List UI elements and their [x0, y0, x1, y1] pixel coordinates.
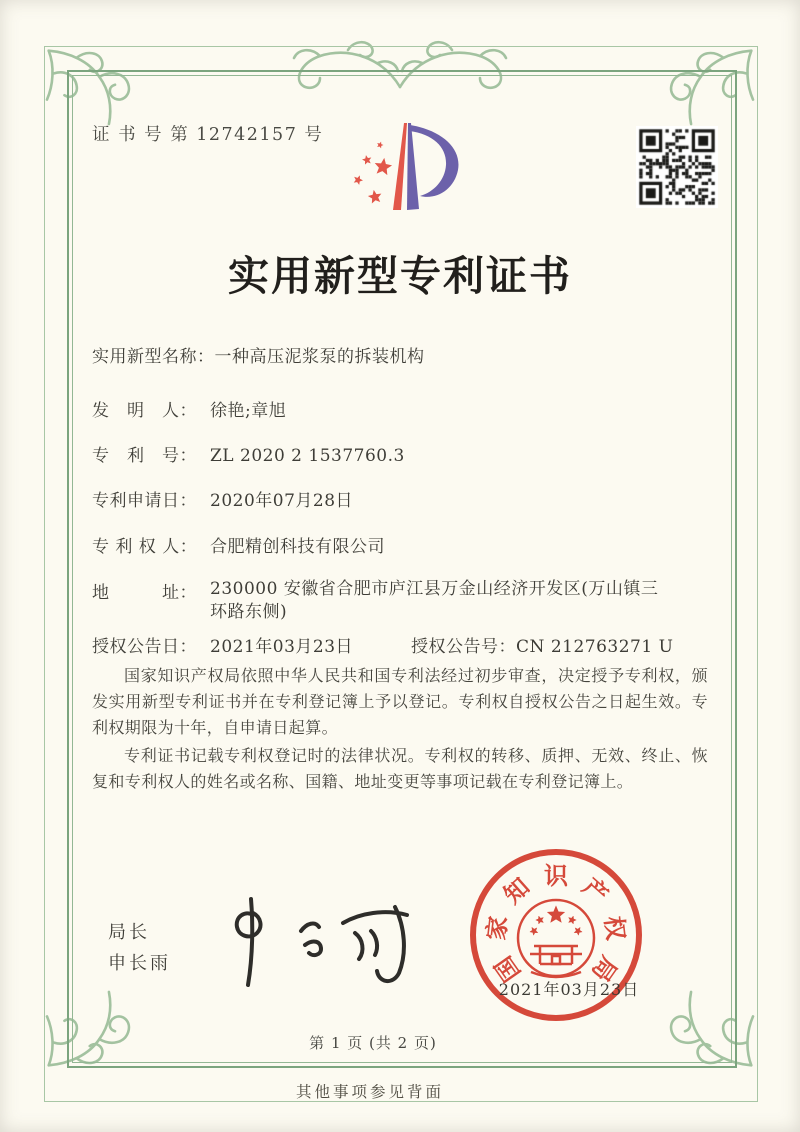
logo-stars: [352, 141, 393, 204]
commissioner-title: 局长: [108, 922, 150, 943]
body-paragraph-1: 国家知识产权局依照中华人民共和国专利法经过初步审查，决定授予专利权，颁发实用新型专利证书并在专利登记簿上予以登记。专利权自授权公告之日起生效。专利权期限为十年，自申请日起算。: [92, 666, 708, 737]
corner-ornament-top-right: [664, 42, 760, 138]
cnipa-logo-icon: [346, 110, 472, 222]
field-value: 2021年03月23日: [210, 637, 354, 657]
field-label: 发 明 人：: [92, 401, 197, 421]
svg-text:知: 知: [497, 871, 536, 910]
qr-code: [636, 126, 718, 208]
certificate-title: 实用新型专利证书: [228, 252, 572, 300]
logo-purple-wedge: [407, 123, 419, 210]
handwritten-signature-icon: [215, 893, 425, 993]
back-side-note: 其他事项参见背面: [295, 1083, 444, 1101]
field-value: 一种高压泥浆泵的拆装机构: [214, 347, 425, 367]
seal-date: 2021年03月23日: [498, 980, 640, 999]
field-row-utility-model-name: [92, 342, 712, 367]
svg-text:识: 识: [544, 861, 568, 890]
field-row-patentee: [92, 532, 712, 557]
field-label: 实用新型名称：: [92, 347, 215, 367]
field-label: 专利申请日：: [92, 491, 197, 511]
address-line-2: 环路东侧): [210, 602, 288, 622]
corner-ornament-bottom-right: [664, 978, 760, 1074]
certificate-body: [92, 663, 708, 795]
field-label: 授权公告日：: [92, 637, 197, 657]
field-row-inventor: [92, 396, 712, 421]
svg-text:家: 家: [481, 914, 513, 942]
field-value: 2020年07月28日: [210, 491, 354, 511]
field-row-address: [92, 578, 712, 624]
field-label: 专 利 号：: [92, 446, 197, 466]
corner-ornament-bottom-left: [40, 978, 136, 1074]
field-value: CN 212763271 U: [516, 637, 674, 657]
certificate-number: 证 书 号 第 12742157 号: [92, 125, 324, 145]
field-value: [210, 578, 658, 624]
field-label: 授权公告号：: [411, 637, 517, 657]
field-row-grant: [92, 632, 712, 657]
commissioner-name: 申长雨: [108, 953, 171, 974]
page-number: 第 1 页 (共 2 页): [309, 1034, 437, 1052]
field-label: 地 址：: [92, 583, 197, 603]
field-row-filing-date: [92, 486, 712, 511]
field-value: 合肥精创科技有限公司: [210, 537, 385, 557]
logo-red-wedge: [393, 123, 407, 210]
address-line-1: 230000 安徽省合肥市庐江县万金山经济开发区(万山镇三: [210, 579, 659, 599]
seal-arc-text: [481, 861, 631, 987]
field-row-patent-number: [92, 441, 712, 466]
field-value: ZL 2020 2 1537760.3: [210, 446, 405, 466]
svg-text:国: 国: [488, 950, 527, 988]
body-paragraph-2: 专利证书记载专利权登记时的法律状况。专利权的转移、质押、无效、终止、恢复和专利权人的姓名或名称、国籍、地址变更等事项记载在专利登记簿上。: [92, 746, 708, 791]
field-label: 专 利 权 人：: [92, 537, 198, 557]
national-emblem-icon: [518, 900, 594, 977]
svg-text:权: 权: [599, 914, 631, 942]
svg-text:产: 产: [576, 871, 615, 910]
top-center-ornament: [290, 34, 510, 96]
svg-text:局: 局: [585, 950, 624, 988]
field-value: 徐艳;章旭: [210, 401, 287, 421]
